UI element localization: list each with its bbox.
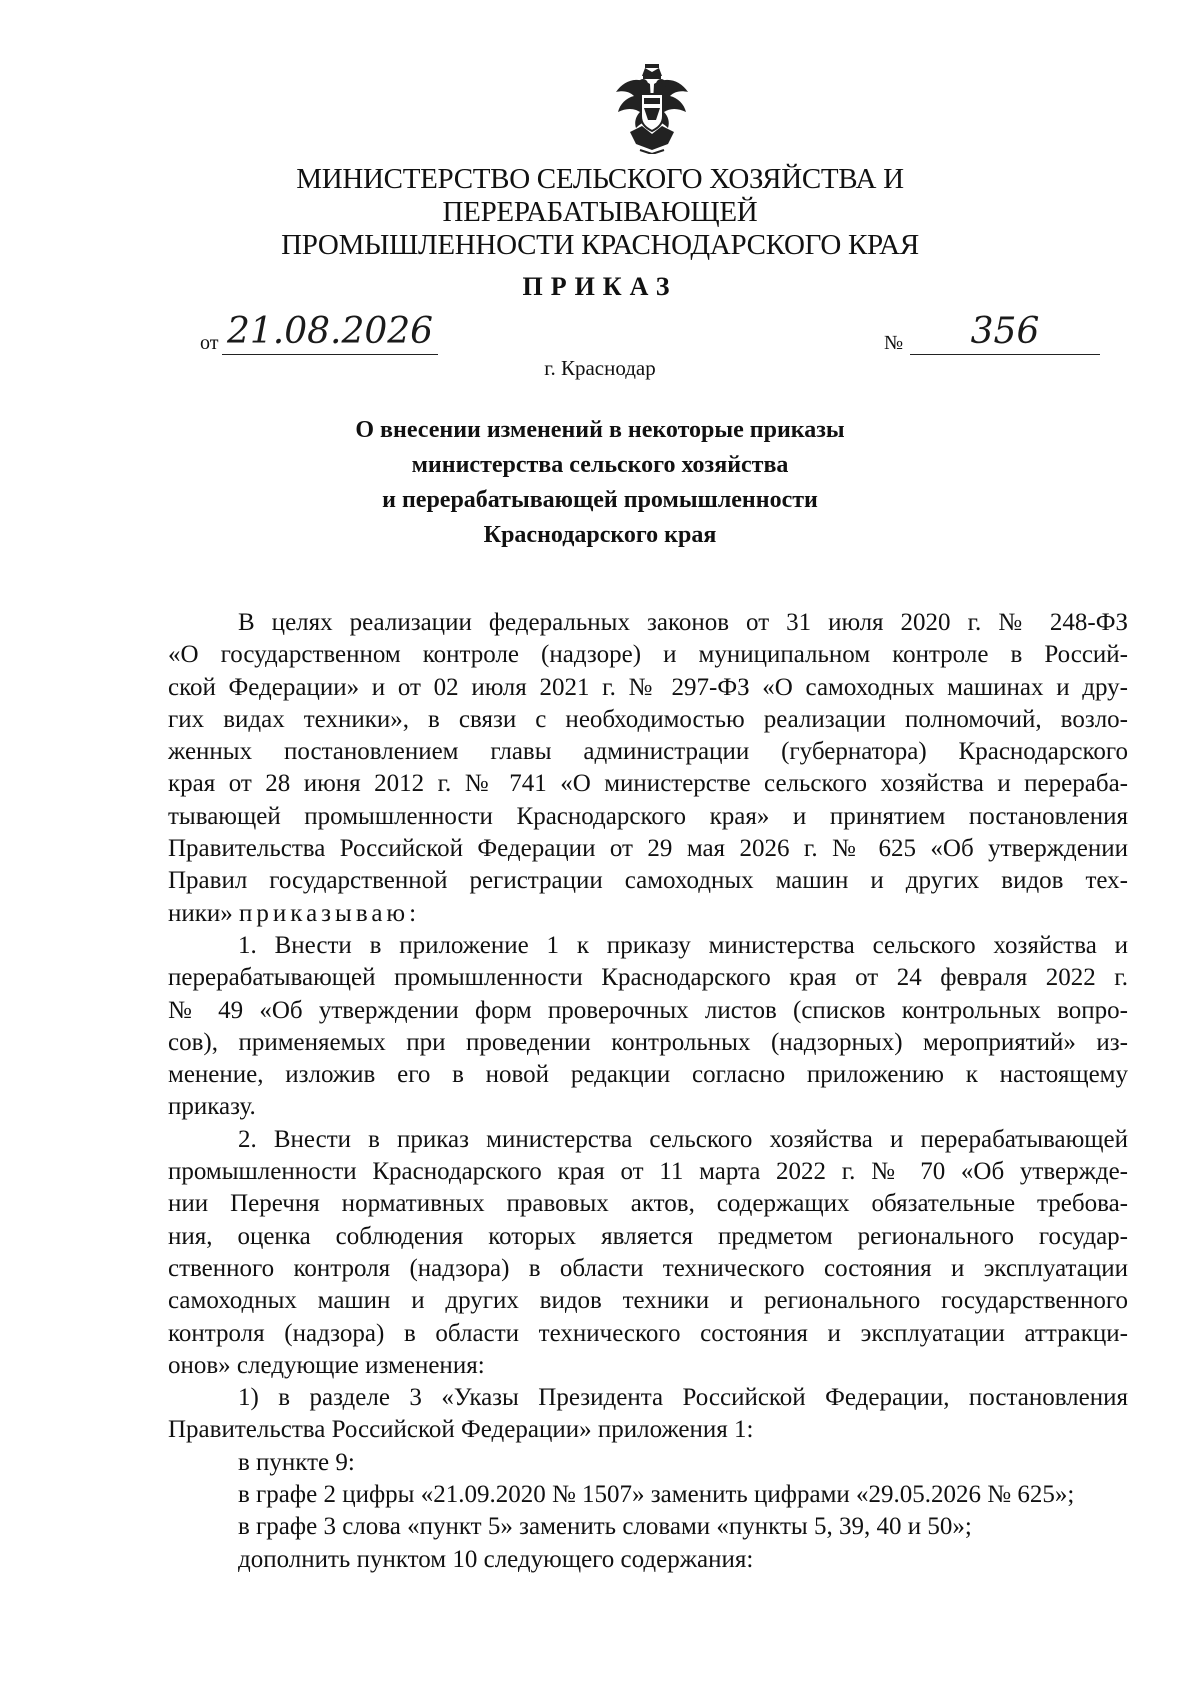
body-line: гих видах техники», в связи с необходимостью реализации полномочий, возло- <box>168 705 1128 733</box>
order-word: приказываю: <box>239 899 421 927</box>
body-line: ской Федерации» и от 02 июля 2021 г. № 297-ФЗ «О самоходных машинах и дру- <box>168 673 1128 701</box>
subject-line: и перерабатывающей промышленности <box>382 487 818 513</box>
body-line: «О государственном контроле (надзоре) и муниципальном контроле в Россий- <box>168 641 1128 669</box>
body-line: сов), применяемых при проведении контрольных (надзорных) мероприятий» из- <box>168 1028 1128 1056</box>
order-number: 356 <box>910 310 1100 355</box>
body-line: в графе 3 слова «пункт 5» заменить словами «пункты 5, 39, 40 и 50»; <box>238 1513 972 1541</box>
body-line: менение, изложив его в новой редакции согласно приложению к настоящему <box>168 1061 1128 1089</box>
date-prefix: от <box>200 332 219 354</box>
subject-line: Краснодарского края <box>483 522 717 548</box>
body-line: Правительства Российской Федерации от 29 мая 2026 г. № 625 «Об утверждении <box>168 835 1128 863</box>
body-line: 1) в разделе 3 «Указы Президента Российской Федерации, постановления <box>238 1384 1128 1412</box>
coat-of-arms-icon <box>612 62 692 154</box>
body-line: перерабатывающей промышленности Краснодарского края от 24 февраля 2022 г. <box>168 964 1128 992</box>
body-line: № 49 «Об утверждении форм проверочных листов (списков контрольных вопро- <box>168 996 1128 1024</box>
body-line: в пункте 9: <box>238 1448 355 1476</box>
body-line: дополнить пунктом 10 следующего содержания: <box>238 1545 754 1573</box>
body-line: тывающей промышленности Краснодарского края» и принятием постановления <box>168 802 1128 830</box>
body-line: Правил государственной регистрации самоходных машин и других видов тех- <box>168 867 1128 895</box>
preamble <box>168 607 1128 930</box>
item-1 <box>168 930 1128 1124</box>
sub-item-lines <box>168 1447 1128 1576</box>
order-body <box>168 607 1128 1576</box>
sub-item-1 <box>168 1382 1128 1447</box>
ministry-line-2: ПРОМЫШЛЕННОСТИ КРАСНОДАРСКОГО КРАЯ <box>281 229 919 261</box>
body-line: ния, оценка соблюдения которых является предметом регионального государ- <box>168 1222 1128 1250</box>
body-line: приказу. <box>168 1093 256 1121</box>
body-line: онов» следующие изменения: <box>168 1351 485 1379</box>
body-line: промышленности Краснодарского края от 11 марта 2022 г. № 70 «Об утвержде- <box>168 1158 1128 1186</box>
city: г. Краснодар <box>544 356 656 380</box>
preamble-end: ники» <box>168 899 233 927</box>
body-line: контроля (надзора) в области технического состояния и эксплуатации аттракци- <box>168 1319 1128 1347</box>
body-line <box>168 898 1128 930</box>
body-line: 1. Внести в приложение 1 к приказу министерства сельского хозяйства и <box>238 931 1128 959</box>
body-line: нии Перечня нормативных правовых актов, содержащих обязательные требова- <box>168 1190 1128 1218</box>
item-2 <box>168 1124 1128 1382</box>
number-prefix: № <box>884 332 904 354</box>
ministry-line-1: МИНИСТЕРСТВО СЕЛЬСКОГО ХОЗЯЙСТВА И ПЕРЕРАБАТЫВАЮЩЕЙ <box>296 163 904 228</box>
body-line: самоходных машин и других видов техники и регионального государственного <box>168 1287 1128 1315</box>
ministry-name <box>150 163 1050 262</box>
order-date: 21.08.2026 <box>222 310 438 355</box>
order-subject <box>200 413 1000 553</box>
body-line: края от 28 июня 2012 г. № 741 «О министерстве сельского хозяйства и перераба- <box>168 770 1128 798</box>
body-line: в графе 2 цифры «21.09.2020 № 1507» заменить цифрами «29.05.2026 № 625»; <box>238 1481 1075 1509</box>
body-line: 2. Внести в приказ министерства сельского хозяйства и перерабатывающей <box>238 1125 1128 1153</box>
body-line: Правительства Российской Федерации» приложения 1: <box>168 1416 754 1444</box>
body-line: ственного контроля (надзора) в области технического состояния и эксплуатации <box>168 1254 1128 1282</box>
subject-line: министерства сельского хозяйства <box>411 452 789 478</box>
subject-line: О внесении изменений в некоторые приказы <box>355 417 845 443</box>
document-type: ПРИКАЗ <box>522 272 678 301</box>
body-line: В целях реализации федеральных законов от 31 июля 2020 г. № 248-ФЗ <box>238 609 1128 636</box>
body-line: женных постановлением главы администрации (губернатора) Краснодарского <box>168 738 1128 766</box>
